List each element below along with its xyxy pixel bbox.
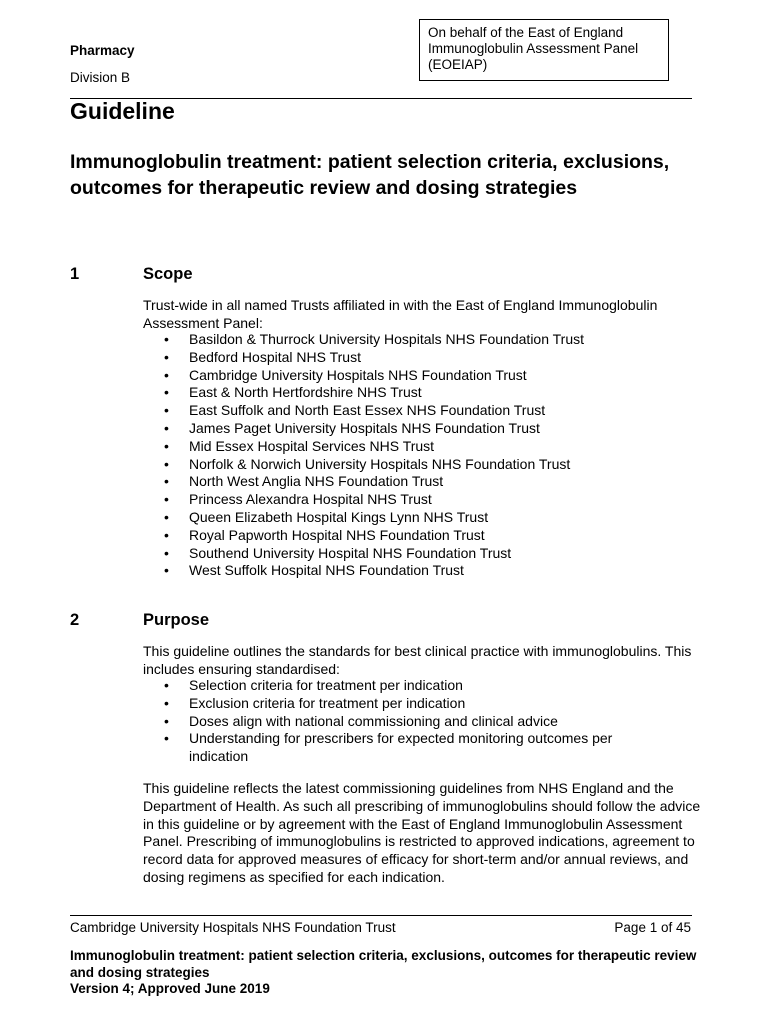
department-label: Pharmacy [70, 43, 135, 58]
section-title-purpose: Purpose [143, 611, 210, 629]
page-number: Page 1 of 45 [614, 920, 691, 935]
footer-organisation: Cambridge University Hospitals NHS Foundation Trust [70, 920, 396, 935]
purpose-intro: This guideline outlines the standards for best clinical practice with immunoglobulins. This includes ensuring standardised: [143, 643, 692, 677]
section-number: 2 [70, 611, 80, 629]
list-item: • Princess Alexandra Hospital NHS Trust [143, 491, 703, 509]
section-title-scope: Scope [143, 265, 193, 283]
panel-info-box [419, 19, 669, 81]
list-item: • Basildon & Thurrock University Hospitals NHS Foundation Trust [143, 331, 703, 349]
purpose-list [143, 677, 703, 766]
list-item: • Queen Elizabeth Hospital Kings Lynn NHS Trust [143, 509, 703, 527]
list-item: • North West Anglia NHS Foundation Trust [143, 473, 703, 491]
document-title: Immunoglobulin treatment: patient selection criteria, exclusions, outcomes for therapeutic review and dosing strategies [70, 151, 670, 199]
list-item: • Doses align with national commissioning and clinical advice [143, 713, 703, 731]
list-item: • Southend University Hospital NHS Foundation Trust [143, 545, 703, 563]
footer-title-block [70, 948, 710, 998]
footer-doc-title: Immunoglobulin treatment: patient selection criteria, exclusions, outcomes for therapeutic review and dosing strategies [70, 948, 697, 980]
list-item: • Bedford Hospital NHS Trust [143, 349, 703, 367]
document-type-heading: Guideline [70, 98, 175, 124]
section-number: 1 [70, 265, 80, 283]
list-item: • Cambridge University Hospitals NHS Foundation Trust [143, 367, 703, 385]
list-item: • Royal Papworth Hospital NHS Foundation Trust [143, 527, 703, 545]
list-item: • Mid Essex Hospital Services NHS Trust [143, 438, 703, 456]
list-item: • Selection criteria for treatment per indication [143, 677, 703, 695]
list-item: • Exclusion criteria for treatment per indication [143, 695, 703, 713]
footer-version: Version 4; Approved June 2019 [70, 981, 270, 996]
division-label: Division B [70, 70, 131, 85]
list-item: • East & North Hertfordshire NHS Trust [143, 384, 703, 402]
scope-intro: Trust-wide in all named Trusts affiliated in with the East of England Immunoglobulin Assessment Panel: [143, 297, 658, 331]
purpose-body: This guideline reflects the latest commissioning guidelines from NHS England and the Department of Health. As such all prescribing of immunoglobulins should follow the advice in this guideline or by agreement with the East of England Immunoglobulin Assessment Panel. Prescribing of immunoglobulins is restricted to approved indications, agreement to record data for approved measures of efficacy for short-term and/or annual reviews, and dosing regimens as specified for each indication. [143, 780, 701, 885]
list-item: • West Suffolk Hospital NHS Foundation Trust [143, 562, 703, 580]
footer-divider [70, 915, 692, 916]
list-item: • Norfolk & Norwich University Hospitals NHS Foundation Trust [143, 456, 703, 474]
list-item: • James Paget University Hospitals NHS Foundation Trust [143, 420, 703, 438]
list-item: • Understanding for prescribers for expected monitoring outcomes per indication [143, 730, 703, 766]
list-item: • East Suffolk and North East Essex NHS Foundation Trust [143, 402, 703, 420]
trust-list [143, 331, 703, 580]
panel-info-text: On behalf of the East of England Immunoglobulin Assessment Panel (EOEIAP) [428, 25, 639, 72]
